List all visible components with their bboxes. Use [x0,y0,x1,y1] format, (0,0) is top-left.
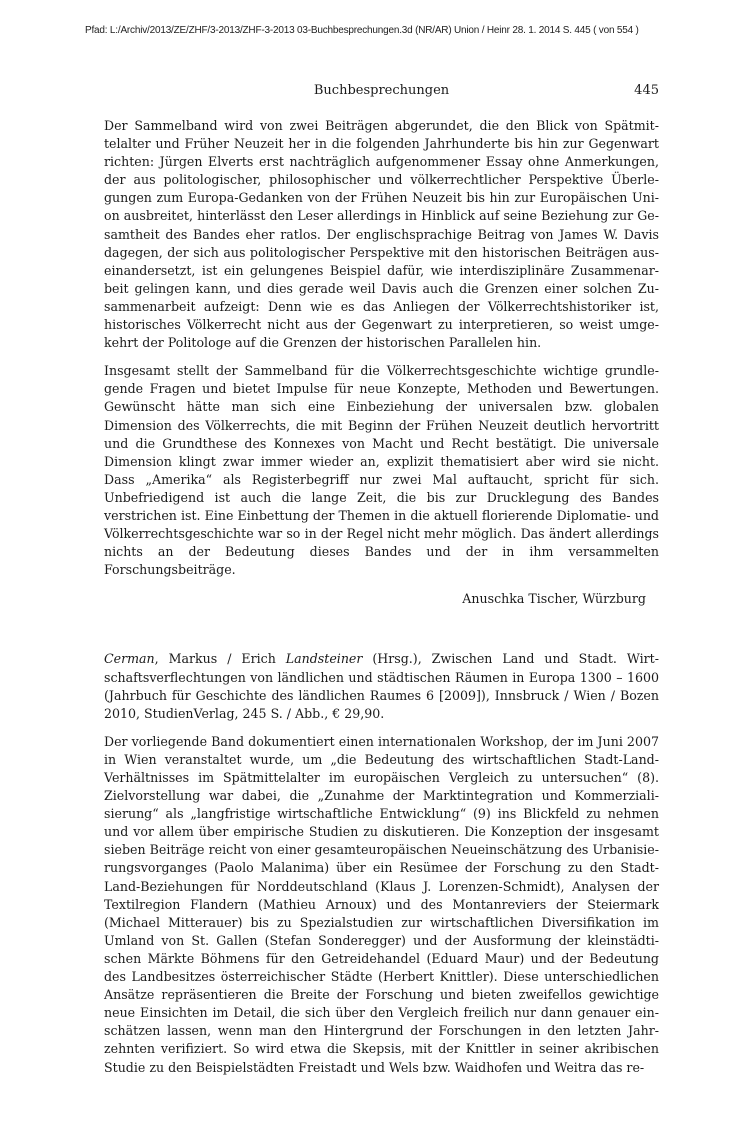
citation-author-separator: , Markus / Erich [154,651,286,667]
book-citation [104,650,659,722]
review-paragraph: Insgesamt stellt der Sammelband für die Völkerrechtsgeschichte wichtige grundlegende Fragen und bietet Impulse für neue Konzepte, Methoden und Bewertungen. Gewünscht hätte man sich eine Einbeziehung der universalen bzw. globalen Dimension des Völkerrechts, die mit Beginn der Frühen Neuzeit deutlich hervortritt und die Grundthese des Konnexes von Macht und Recht bestätigt. Die universale Dimension klingt zwar immer wieder an, explizit thematisiert aber wird sie nicht. Dass „Amerika“ als Registerbegriff nur zwei Mal auftaucht, spricht für sich. Unbefriedigend ist auch die lange Zeit, die bis zur Drucklegung des Bandes verstrichen ist. Eine Einbettung der Themen in die aktuell florierende Diplomatie- und Völkerrechtsgeschichte war so in der Regel nicht mehr möglich. Das ändert allerdings nichts an der Bedeutung dieses Bandes und der in ihm versammelten Forschungsbeiträge. [104,363,659,578]
citation-details: (Hrsg.), Zwischen Land und Stadt. Wirtschaftsverflechtungen von ländlichen und städtischen Räumen in Europa 1300 – 1600 (Jahrbuch für Geschichte des ländlichen Raumes 6 [2009]), Innsbruck / Wien / Bozen 2010, StudienVerlag, 245 S. / Abb., € 29,90. [104,651,659,721]
citation-author: Landsteiner [285,651,363,667]
reviewer-signature: Anuschka Tischer, Würzburg [462,591,646,607]
review-paragraph: Der vorliegende Band dokumentiert einen internationalen Workshop, der im Juni 2007 in Wien veranstaltet wurde, um „die Bedeutung des wirtschaftlichen Stadt-Land-Verhältnisses im Spätmittelalter im europäischen Vergleich zu untersuchen“ (8). Zielvorstellung war dabei, die „Zunahme der Marktintegration und Kommerzialisierung“ als „langfristige wirtschaftliche Entwicklung“ (9) ins Blickfeld zu nehmen und vor allem über empirische Studien zu diskutieren. Die Konzeption der insgesamt sieben Beiträge reicht von einer gesamteuropäischen Neueinschätzung des Urbanisierungsvorganges (Paolo Malanima) über ein Resümee der Forschung zu den Stadt-Land-Beziehungen für Norddeutschland (Klaus J. Lorenzen-Schmidt), Analysen der Textilregion Flandern (Mathieu Arnoux) und des Montanreviers der Steiermark (Michael Mitterauer) bis zu Spezialstudien zur wirtschaftlichen Diversifikation im Umland von St. Gallen (Stefan Sonderegger) und der Ausformung der kleinstädtischen Märkte Böhmens für den Getreidehandel (Eduard Maur) und der Bedeutung des Landbesitzes österreichischer Städte (Herbert Knittler). Diese unterschiedlichen Ansätze repräsentieren die Breite der Forschung und bieten zweifellos gewichtige neue Einsichten im Detail, die sich über den Vergleich freilich nur dann genauer einschätzen lassen, wenn man den Hintergrund der Forschungen in den letzten Jahrzehnten verifiziert. So wird etwa die Skepsis, mit der Knittler in seiner akribischen Studie zu den Beispielstädten Freistadt und Wels bzw. Waidhofen und Weitra das re- [104,733,659,1075]
page-number: 445 [634,83,659,98]
file-path-header: Pfad: L:/Archiv/2013/ZE/ZHF/3-2013/ZHF-3-2013 03-Buchbesprechungen.3d (NR/AR) Union / Heinr 28. 1. 2014 S. 445 ( von 554 ) [85,25,639,36]
review-paragraph: Der Sammelband wird von zwei Beiträgen abgerundet, die den Blick von Spätmittelalter und Früher Neuzeit her in die folgenden Jahrhunderte bis hin zur Gegenwart richten: Jürgen Elverts erst nachträglich aufgenommener Essay ohne Anmerkungen, der aus politologischer, philosophischer und völkerrechtlicher Perspektive Überlegungen zum Europa-Gedanken von der Frühen Neuzeit bis hin zur Europäischen Union ausbreitet, hinterlässt den Leser allerdings in Hinblick auf seine Beziehung zur Gesamtheit des Bandes eher ratlos. Der englischsprachige Beitrag von James W. Davis dagegen, der sich aus politologischer Perspektive mit den historischen Beiträgen auseinandersetzt, ist ein gelungenes Beispiel dafür, wie interdisziplinäre Zusammenarbeit gelingen kann, und dies gerade weil Davis auch die Grenzen einer solchen Zusammenarbeit aufzeigt: Denn wie es das Anliegen der Völkerrechtshistoriker ist, historisches Völkerrecht nicht aus der Gegenwart zu interpretieren, so weist umgekehrt der Politologe auf die Grenzen der historischen Parallelen hin. [104,118,659,351]
page-body [104,117,659,1077]
citation-author: Cerman [104,651,155,667]
running-title: Buchbesprechungen [313,83,450,98]
